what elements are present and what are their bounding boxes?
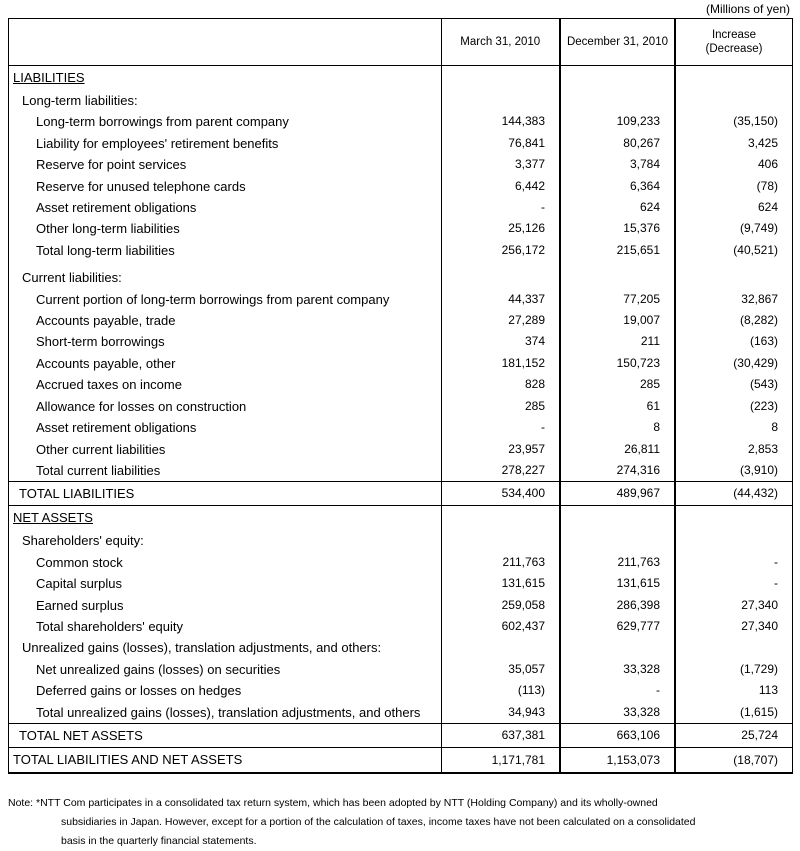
row-label: TOTAL NET ASSETS [9,723,441,747]
header-march-2010: March 31, 2010 [441,19,560,66]
row-label: Total long-term liabilities [36,242,175,258]
table-row [9,240,792,261]
december-2010-value: 80,267 [560,133,675,154]
december-2010-value: 6,364 [560,176,675,197]
increase-value: 3,425 [747,135,778,150]
december-2010-value [560,506,675,531]
march-2010-value [441,637,560,658]
december-2010-value: 215,651 [560,240,675,261]
december-2010-value: - [560,680,675,701]
december-2010-value: 109,233 [560,111,675,132]
row-label: Total shareholders' equity [36,618,184,634]
december-2010-value: 33,328 [560,702,675,724]
increase-value [675,90,792,111]
table-row [9,310,792,331]
balance-sheet-table [8,18,793,774]
december-2010-value [560,637,675,658]
increase-value: 406 [757,157,778,172]
table-row [9,417,792,438]
march-2010-value: 23,957 [441,439,560,460]
increase-value [675,530,792,551]
march-2010-value: 76,841 [441,133,560,154]
increase-value: - [774,554,778,569]
march-2010-value: 131,615 [441,573,560,594]
december-2010-value: 8 [560,417,675,438]
march-2010-value: 34,943 [441,702,560,724]
march-2010-value: 27,289 [441,310,560,331]
december-2010-value: 211 [560,331,675,352]
increase-value: 2,853 [747,441,778,456]
march-2010-value: 374 [441,331,560,352]
table-row [9,396,792,417]
table-row [9,506,792,531]
march-2010-value: 3,377 [441,154,560,175]
increase-value: 32,867 [741,291,778,306]
row-label: Shareholders' equity: [22,533,144,549]
december-2010-value [560,267,675,288]
table-row [9,552,792,573]
row-label: Accounts payable, other [36,355,176,371]
increase-value: 25,724 [675,723,792,747]
table-row [9,482,792,506]
march-2010-value: - [441,197,560,218]
table-row [9,267,792,288]
december-2010-value: 19,007 [560,310,675,331]
december-2010-value: 285 [560,374,675,395]
march-2010-value: 278,227 [441,460,560,482]
row-label: Other current liabilities [36,441,166,457]
increase-value: (543) [749,377,778,392]
march-2010-value: 144,383 [441,111,560,132]
increase-value [675,267,792,288]
december-2010-value: 489,967 [560,482,675,506]
march-2010-value: 211,763 [441,552,560,573]
row-label: Common stock [36,554,123,570]
march-2010-value: 6,442 [441,176,560,197]
row-label: Asset retirement obligations [36,200,197,216]
row-label: Reserve for point services [36,157,187,173]
increase-value: 624 [757,200,778,215]
footnote-line-1: Note: *NTT Com participates in a consolidated tax return system, which has been adopted by NTT (Holding Company) and its wholly-owned [8,797,658,809]
row-label: Total unrealized gains (losses), translation adjustments, and others [36,704,421,720]
december-2010-value: 3,784 [560,154,675,175]
table-row [9,747,792,772]
increase-value: (8,282) [739,313,778,328]
march-2010-value: 25,126 [441,218,560,239]
unit-label: (Millions of yen) [705,2,790,16]
march-2010-value [441,66,560,91]
row-label: LIABILITIES [13,70,85,85]
increase-value: (35,150) [733,114,778,129]
march-2010-value: 44,337 [441,289,560,310]
increase-value: (163) [749,334,778,349]
footnote-line-3: basis in the quarterly financial statements. [61,835,257,847]
header-increase-decrease [675,19,792,66]
table-row [9,530,792,551]
increase-value: (3,910) [739,462,778,477]
row-label: Accrued taxes on income [36,377,182,393]
march-2010-value: 828 [441,374,560,395]
table-row [9,573,792,594]
increase-value: 27,340 [741,597,778,612]
header-december-2010: December 31, 2010 [560,19,675,66]
december-2010-value: 26,811 [560,439,675,460]
increase-value: (223) [749,398,778,413]
march-2010-value: 534,400 [441,482,560,506]
table-row [9,616,792,637]
march-2010-value: 1,171,781 [441,747,560,772]
march-2010-value: 35,057 [441,659,560,680]
increase-value: (44,432) [675,482,792,506]
march-2010-value [441,267,560,288]
row-label: Long-term borrowings from parent company [36,114,289,130]
increase-value [675,637,792,658]
december-2010-value [560,90,675,111]
row-label: Other long-term liabilities [36,221,180,237]
increase-value [675,506,792,531]
december-2010-value: 629,777 [560,616,675,637]
december-2010-value: 77,205 [560,289,675,310]
december-2010-value: 1,153,073 [560,747,675,772]
march-2010-value: 602,437 [441,616,560,637]
march-2010-value: (113) [441,680,560,701]
table-row [9,176,792,197]
row-label: Allowance for losses on construction [36,398,247,414]
march-2010-value: 259,058 [441,595,560,616]
table-row [9,289,792,310]
increase-value [675,66,792,91]
increase-value: (9,749) [739,221,778,236]
increase-value: (40,521) [733,242,778,257]
row-label: Long-term liabilities: [22,93,138,108]
march-2010-value: - [441,417,560,438]
december-2010-value: 624 [560,197,675,218]
december-2010-value: 131,615 [560,573,675,594]
row-label: NET ASSETS [13,510,93,526]
table-row [9,111,792,132]
table-row [9,659,792,680]
table-row [9,90,792,111]
row-label: Deferred gains or losses on hedges [36,683,242,699]
header-label [9,19,441,66]
header-decrease: (Decrease) [705,43,763,55]
row-label: Total current liabilities [36,462,161,478]
increase-value: 113 [758,683,778,698]
december-2010-value: 663,106 [560,723,675,747]
row-label: Earned surplus [36,597,124,613]
march-2010-value [441,90,560,111]
december-2010-value: 286,398 [560,595,675,616]
row-label: Unrealized gains (losses), translation adjustments, and others: [22,640,382,656]
december-2010-value: 150,723 [560,353,675,374]
increase-value: (78) [756,178,778,193]
increase-value: (18,707) [675,747,792,772]
table-row [9,353,792,374]
table-row [9,460,792,482]
row-label: Net unrealized gains (losses) on securities [36,661,281,677]
table-row [9,154,792,175]
march-2010-value: 181,152 [441,353,560,374]
table-row [9,133,792,154]
table-row [9,680,792,701]
increase-value: (1,729) [739,661,778,676]
march-2010-value: 285 [441,396,560,417]
increase-value: (30,429) [733,355,778,370]
december-2010-value: 211,763 [560,552,675,573]
table-row [9,723,792,747]
december-2010-value: 274,316 [560,460,675,482]
december-2010-value: 33,328 [560,659,675,680]
row-label: Current liabilities: [22,270,122,286]
december-2010-value: 15,376 [560,218,675,239]
march-2010-value [441,530,560,551]
march-2010-value: 637,381 [441,723,560,747]
table-row [9,637,792,658]
row-label: TOTAL LIABILITIES AND NET ASSETS [9,747,441,772]
december-2010-value: 61 [560,396,675,417]
increase-value: (1,615) [739,704,778,719]
footnote-line-2: subsidiaries in Japan. However, except for a portion of the calculation of taxes, income taxes have not been calculated on a consolidated [61,816,696,828]
row-label: Asset retirement obligations [36,420,197,436]
row-label: Liability for employees' retirement benefits [36,135,279,151]
row-label: Capital surplus [36,576,122,592]
header-row [9,19,792,66]
march-2010-value: 256,172 [441,240,560,261]
table-row [9,66,792,91]
increase-value: - [774,576,778,591]
december-2010-value [560,66,675,91]
row-label: TOTAL LIABILITIES [9,482,441,506]
increase-value: 27,340 [741,618,778,633]
table-row [9,331,792,352]
table-row [9,595,792,616]
increase-value: 8 [771,420,778,435]
march-2010-value [441,506,560,531]
row-label: Reserve for unused telephone cards [36,178,246,194]
table-row [9,197,792,218]
table-row [9,702,792,724]
december-2010-value [560,530,675,551]
footnote [8,794,788,851]
row-label: Short-term borrowings [36,334,165,350]
table-row [9,374,792,395]
header-increase: Increase [711,29,757,41]
table-row [9,218,792,239]
row-label: Current portion of long-term borrowings from parent company [36,291,390,307]
row-label: Accounts payable, trade [36,313,176,329]
table-row [9,439,792,460]
